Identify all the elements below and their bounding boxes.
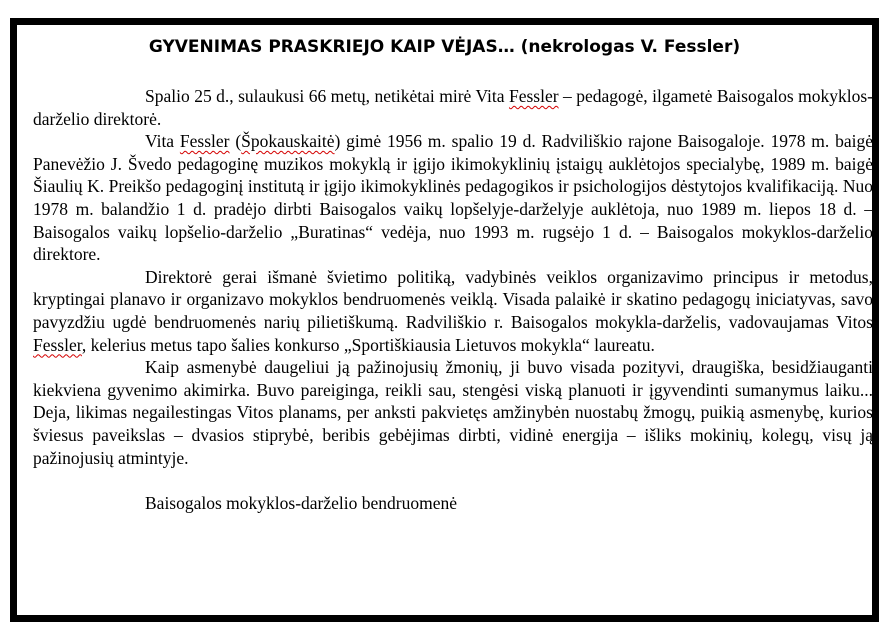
document-title: GYVENIMAS PRASKRIEJO KAIP VĖJAS… (nekrologas V. Fessler) [148,37,741,57]
text-run: ) gimė 1956 m. spalio 19 d. Radviliškio rajone Baisogaloje. 1978 m. baigė Panevėžio J. Švedo pedagoginę muzikos mokyklą ir įgijo ikimokyklinių įstaigų auklėtojos specialybę, 1989 m. baigė Šiaulių K. Preikšo pedagoginį institutą ir įgijo ikimokyklinės pedagogikos ir psichologijos dėstytojos kvalifikaciją. Nuo 1978 m. balandžio 1 d. pradėjo dirbti Baisogalos vaikų lopšelyje-darželyje auklėtoja, nuo 1989 m. liepos 18 d. – Baisogalos vaikų lopšelio-darželio „Buratinas“ vedėja, nuo 1993 m. rugsėjo 1 d. – Baisogalos mokyklos-darželio direktore. [33,131,873,265]
text-run: Kaip asmenybė daugeliui ją pažinojusių žmonių, ji buvo visada pozityvi, draugiška, besidžiauganti kiekviena gyvenimo akimirka. Buvo pareiginga, reikli sau, stengėsi viską planuoti ir įgyvendinti sumanymus laiku... Deja, likimas negailestingas Vitos planams, per anksti pakvietęs amžinybėn nuostabų žmogų, puikią asmenybę, kurios šviesus paveikslas – dvasios stiprybė, beribis gebėjimas dirbti, vidinė energija – išliks mokinių, kolegų, visų ją pažinojusių atmintyje. [33,357,873,468]
spellcheck-word: Špokauskaitė [241,131,335,152]
text-run: , kelerius metus tapo šalies konkurso „Sportiškiausia Lietuvos mokykla“ laureatu. [81,334,655,355]
document-frame [10,18,879,622]
paragraph-2 [33,130,873,266]
text-run: Vita [145,131,180,152]
text-run: – pedagogė, ilgametė Baisogalos mokyklos-darželio direktorė. [33,86,873,129]
paragraph-4 [33,356,873,469]
paragraph-3 [33,266,873,356]
signature: Baisogalos mokyklos-darželio bendruomenė [145,492,458,513]
text-run: Spalio 25 d., sulaukusi 66 metų, netikėtai mirė Vita [145,86,509,106]
spellcheck-word: Fessler [33,334,82,355]
document-body [33,85,873,514]
spellcheck-word: Fessler [508,86,559,106]
spellcheck-word: Fessler [179,131,230,152]
text-run: Direktorė gerai išmanė švietimo politiką, vadybinės veiklos organizavimo principus ir metodus, kryptingai planavo ir organizavo mokyklos bendruomenės veiklą. Visada palaikė ir skatino pedagogų iniciatyvas, savo pavyzdžiu ugdė bendruomenės narių pilietiškumą. Radviliškio r. Baisogalos mokykla-darželis, vadovaujamas Vitos [33,266,873,332]
text-run: ( [229,131,242,152]
paragraph-1 [33,85,873,130]
